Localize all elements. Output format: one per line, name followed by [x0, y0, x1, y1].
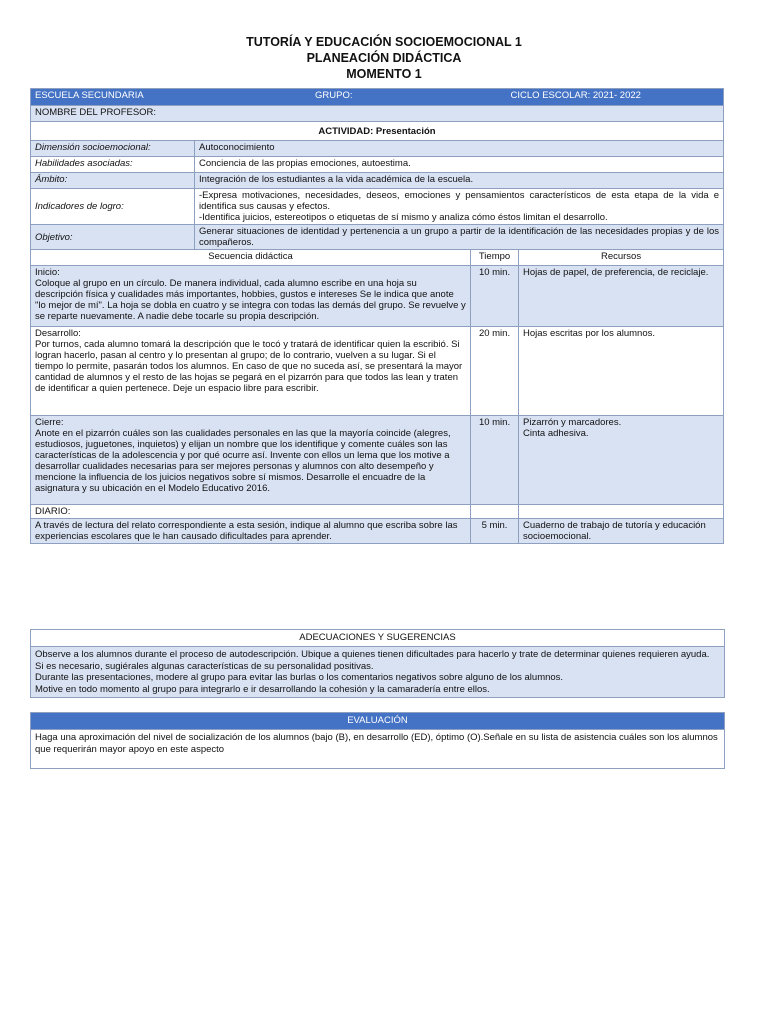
evaluacion-title: EVALUACIÓN	[31, 713, 724, 729]
evaluacion-box	[30, 712, 725, 769]
dimension-value: Autoconocimiento	[195, 141, 724, 157]
diario-text: A través de lectura del relato correspondiente a esta sesión, indique al alumno que escriba sobre las experiencias escolares que le han causado dificultades para aprender.	[31, 519, 471, 544]
inicio-text: Inicio: Coloque al grupo en un círculo. De manera individual, cada alumno escribe en una hoja su descripción física y cualidades más importantes, hobbies, gustos e intereses Se le indica que anote "lo mejor de mí". La hoja se dobla en cuatro y se integra con todas las demás del grupo. Se revuelve y se reparte nuevamente. A nadie debe tocarle su propia descripción.	[31, 266, 471, 327]
habilidades-value: Conciencia de las propias emociones, autoestima.	[195, 157, 724, 173]
sequence-row-inicio	[31, 266, 724, 327]
dimension-row	[31, 141, 724, 157]
cierre-recursos: Pizarrón y marcadores. Cinta adhesiva.	[519, 416, 724, 505]
adecuaciones-body	[31, 646, 724, 697]
adecuaciones-line: Durante las presentaciones, modere al grupo para evitar las burlas o los comentarios negativos sobre alguno de los alumnos.	[35, 672, 564, 683]
desarrollo-tiempo: 20 min.	[471, 327, 519, 416]
adecuaciones-line: Motive en todo momento al grupo para integrarlo e ir desarrollando la cohesión y la camaradería entre ellos.	[35, 683, 490, 695]
profesor-row	[31, 106, 724, 122]
objetivo-label: Objetivo:	[31, 225, 195, 250]
title-line-3: MOMENTO 1	[346, 67, 422, 81]
inicio-recursos: Hojas de papel, de preferencia, de reciclaje.	[519, 266, 724, 327]
diario-label: DIARIO:	[31, 505, 471, 519]
ambito-label: Ámbito:	[31, 173, 195, 189]
grupo-label: GRUPO:	[315, 90, 353, 101]
habilidades-row	[31, 157, 724, 173]
adecuaciones-box	[30, 629, 725, 698]
secuencia-header: Secuencia didáctica	[31, 250, 471, 266]
objetivo-value: Generar situaciones de identidad y pertenencia a un grupo a partir de la identificación de las necesidades propias y de los compañeros.	[195, 225, 724, 250]
sequence-row-desarrollo	[31, 327, 724, 416]
diario-label-row	[31, 505, 724, 519]
profesor-label: NOMBRE DEL PROFESOR:	[31, 106, 724, 122]
cierre-tiempo: 10 min.	[471, 416, 519, 505]
desarrollo-text: Desarrollo: Por turnos, cada alumno tomará la descripción que le tocó y tratará de identificar quien la escribió. Si logran hacerlo, pasan al centro y lo presentan al grupo; de lo contrario, vuelven a su lugar. Si el tiempo lo permite, pasarán todos los alumnos. En caso de que no suceda así, se presentará la mayor cantidad de alumnos y el resto de las hojas se pegará en el pizarrón para que todos las lean y traten de identificar a quien pertenece. Deje un espacio libre para escribir.	[31, 327, 471, 416]
actividad-title: ACTIVIDAD: Presentación	[31, 122, 724, 141]
ambito-value: Integración de los estudiantes a la vida académica de la escuela.	[195, 173, 724, 189]
dimension-label: Dimensión socioemocional:	[31, 141, 195, 157]
diario-tiempo: 5 min.	[471, 519, 519, 544]
school-header-row	[31, 89, 724, 106]
title-line-2: PLANEACIÓN DIDÁCTICA	[306, 51, 462, 65]
adecuaciones-title: ADECUACIONES Y SUGERENCIAS	[299, 632, 456, 643]
recursos-header: Recursos	[519, 250, 724, 266]
sequence-header-row	[31, 250, 724, 266]
actividad-row	[31, 122, 724, 141]
tiempo-header: Tiempo	[471, 250, 519, 266]
adecuaciones-line: Observe a los alumnos durante el proceso de autodescripción. Ubique a quienes tienen dificultades para hacerlo y trate de determinar quienes requieren ayuda. Si es necesario, sugiérales algunas características de su personalidad positivas.	[35, 649, 710, 672]
desarrollo-recursos: Hojas escritas por los alumnos.	[519, 327, 724, 416]
evaluacion-text: Haga una aproximación del nivel de socialización de los alumnos (bajo (B), en desarrollo (ED), óptimo (O).Señale en su lista de asistencia cuáles son los alumnos que requerirán mayor apoyo en este aspecto	[31, 729, 724, 768]
planeacion-table	[30, 88, 724, 544]
ambito-row	[31, 173, 724, 189]
diario-recursos: Cuaderno de trabajo de tutoría y educación socioemocional.	[519, 519, 724, 544]
ciclo-label: CICLO ESCOLAR: 2021- 2022	[471, 89, 724, 106]
diario-row	[31, 519, 724, 544]
sequence-row-cierre	[31, 416, 724, 505]
inicio-tiempo: 10 min.	[471, 266, 519, 327]
indicadores-value: -Expresa motivaciones, necesidades, deseos, emociones y pensamientos característicos de esta etapa de la vida e identifica sus causas y efectos. -Identifica juicios, estereotipos o etiquetas de sí mismo y analiza cómo éstos limitan el desarrollo.	[195, 189, 724, 225]
title-line-1: TUTORÍA Y EDUCACIÓN SOCIOEMOCIONAL 1	[246, 35, 522, 49]
habilidades-label: Habilidades asociadas:	[31, 157, 195, 173]
indicadores-label: Indicadores de logro:	[31, 189, 195, 225]
indicadores-row	[31, 189, 724, 225]
objetivo-row	[31, 225, 724, 250]
document-titles	[0, 34, 768, 82]
cierre-text: Cierre: Anote en el pizarrón cuáles son las cualidades personales en las que la mayoría coincide (alegres, estudiosos, juguetones, inquietos) y elijan un nombre que los identifique y comente cuáles son las características de la adolescencia y por qué ocurre así. Invente con ellos un lema que los motive a desarrollar cualidades necesarias para ser mejores personas y alumnos con alto desempeño y mencione la influencia de los juicios negativos sobre sí mismos. Desarrolle el encuadre de la asignatura y su ubicación en el Modelo Educativo 2016.	[31, 416, 471, 505]
escuela-label: ESCUELA SECUNDARIA	[35, 90, 144, 101]
